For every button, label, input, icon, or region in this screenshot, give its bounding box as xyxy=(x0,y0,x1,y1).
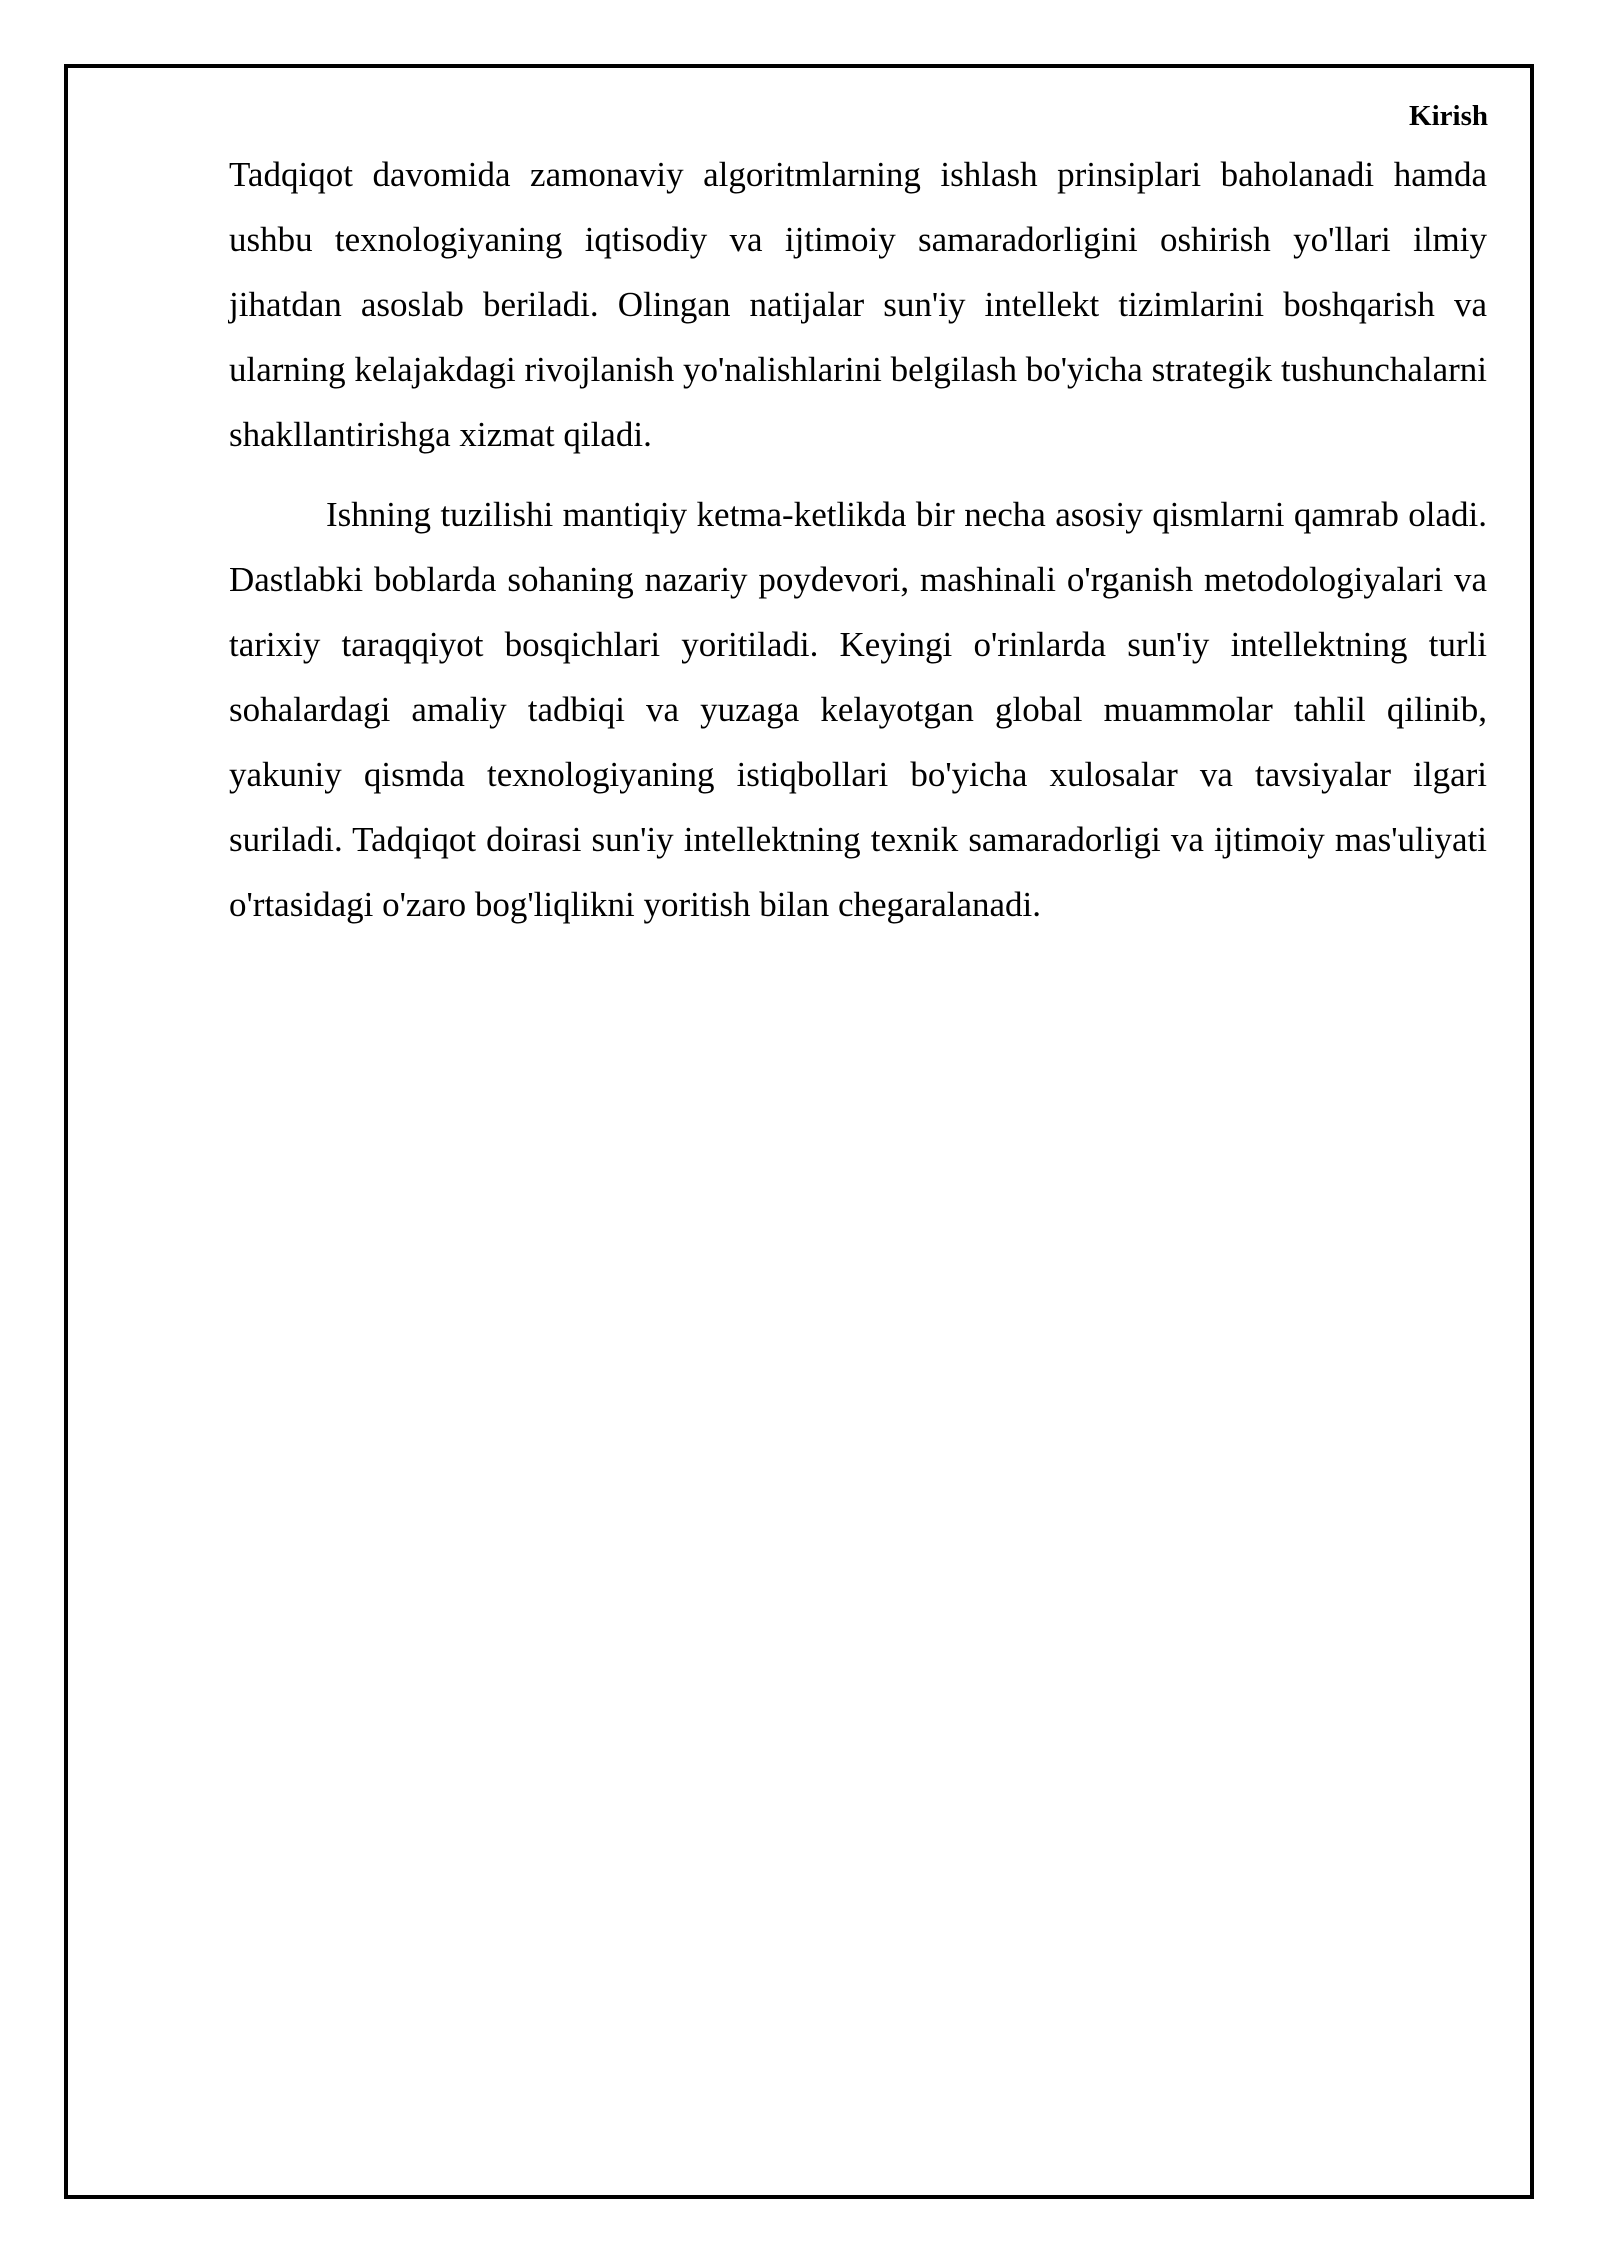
body-text xyxy=(229,142,1487,937)
section-heading: Kirish xyxy=(1409,100,1488,132)
paragraph-1: Tadqiqot davomida zamonaviy algoritmlarning ishlash prinsiplari baholanadi hamda ushbu texnologiyaning iqtisodiy va ijtimoiy samaradorligini oshirish yo'llari ilmiy jihatdan asoslab beriladi. Olingan natijalar sun'iy intellekt tizimlarini boshqarish va ularning kelajakdagi rivojlanish yo'nalishlarini belgilash bo'yicha strategik tushunchalarni shakllantirishga xizmat qiladi. xyxy=(229,155,1487,454)
paragraph-2: Ishning tuzilishi mantiqiy ketma-ketlikda bir necha asosiy qismlarni qamrab oladi. Dastlabki boblarda sohaning nazariy poydevori, mashinali o'rganish metodologiyalari va tarixiy taraqqiyot bosqichlari yoritiladi. Keyingi o'rinlarda sun'iy intellektning turli sohalardagi amaliy tadbiqi va yuzaga kelayotgan global muammolar tahlil qilinib, yakuniy qismda texnologiyaning istiqbollari bo'yicha xulosalar va tavsiyalar ilgari suriladi. Tadqiqot doirasi sun'iy intellektning texnik samaradorligi va ijtimoiy mas'uliyati o'rtasidagi o'zaro bog'liqlikni yoritish bilan chegaralanadi. xyxy=(229,495,1487,924)
